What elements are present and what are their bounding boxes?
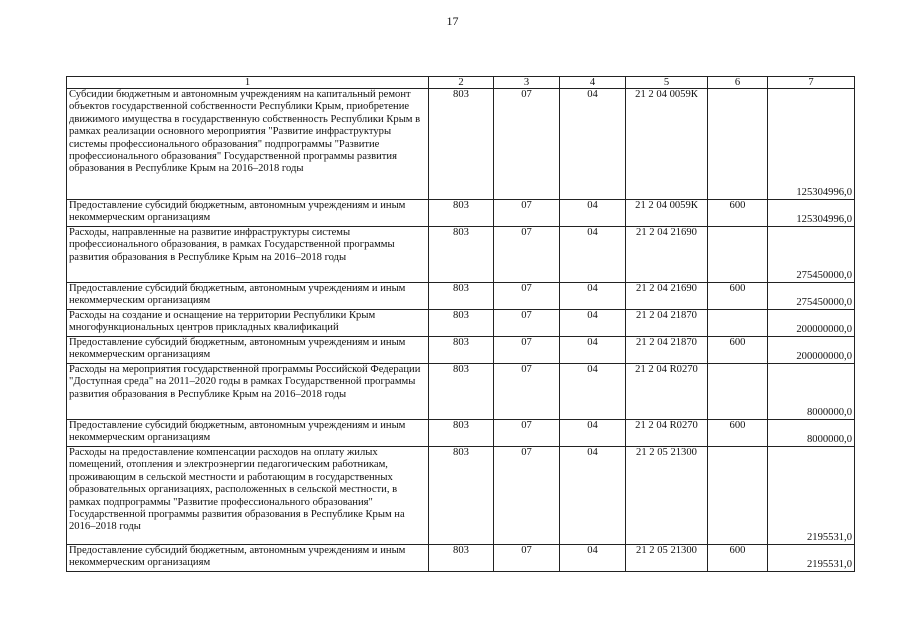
subsection-code: 04 bbox=[560, 283, 626, 310]
subsection-code: 04 bbox=[560, 447, 626, 545]
ministry-code: 803 bbox=[429, 310, 494, 337]
ministry-code: 803 bbox=[429, 420, 494, 447]
table-row bbox=[67, 337, 855, 364]
subsection-code: 04 bbox=[560, 337, 626, 364]
target-article-code: 21 2 04 21870 bbox=[626, 310, 708, 337]
ministry-code: 803 bbox=[429, 227, 494, 283]
expense-type-code: 600 bbox=[708, 200, 768, 227]
section-code: 07 bbox=[494, 545, 560, 572]
section-code: 07 bbox=[494, 283, 560, 310]
amount-value: 275450000,0 bbox=[768, 283, 855, 310]
expense-type-code: 600 bbox=[708, 545, 768, 572]
section-code: 07 bbox=[494, 364, 560, 420]
section-code: 07 bbox=[494, 447, 560, 545]
expense-description: Расходы на мероприятия государственной программы Российской Федерации "Доступная среда" на 2011–2020 годы в рамках Государственной программы развития образования в Республике Крым на 2016–2018 годы bbox=[67, 364, 429, 420]
expense-description: Расходы на предоставление компенсации расходов на оплату жилых помещений, отопления и электроэнергии педагогическим работникам, проживающим в сельской местности и работающим в государственных образовательных организациях, расположенных в сельской местности, в рамках подпрограммы "Развитие профессионального образования" Государственной программы развития образования в Республике Крым на 2016–2018 годы bbox=[67, 447, 429, 545]
ministry-code: 803 bbox=[429, 89, 494, 200]
table-row bbox=[67, 310, 855, 337]
section-code: 07 bbox=[494, 200, 560, 227]
column-number: 1 bbox=[67, 77, 429, 89]
expense-type-code: 600 bbox=[708, 283, 768, 310]
expense-description: Расходы на создание и оснащение на территории Республики Крым многофункциональных центров прикладных квалификаций bbox=[67, 310, 429, 337]
ministry-code: 803 bbox=[429, 337, 494, 364]
ministry-code: 803 bbox=[429, 364, 494, 420]
subsection-code: 04 bbox=[560, 420, 626, 447]
amount-value: 2195531,0 bbox=[768, 545, 855, 572]
expense-type-code: 600 bbox=[708, 420, 768, 447]
target-article-code: 21 2 04 R0270 bbox=[626, 364, 708, 420]
subsection-code: 04 bbox=[560, 364, 626, 420]
table-row bbox=[67, 89, 855, 200]
target-article-code: 21 2 05 21300 bbox=[626, 545, 708, 572]
table-row bbox=[67, 364, 855, 420]
expense-description: Предоставление субсидий бюджетным, автономным учреждениям и иным некоммерческим организациям bbox=[67, 200, 429, 227]
expense-description: Предоставление субсидий бюджетным, автономным учреждениям и иным некоммерческим организациям bbox=[67, 337, 429, 364]
table-row bbox=[67, 545, 855, 572]
expense-type-code bbox=[708, 447, 768, 545]
ministry-code: 803 bbox=[429, 200, 494, 227]
expense-type-code bbox=[708, 310, 768, 337]
column-number: 6 bbox=[708, 77, 768, 89]
expense-type-code bbox=[708, 364, 768, 420]
subsection-code: 04 bbox=[560, 310, 626, 337]
target-article-code: 21 2 04 21690 bbox=[626, 227, 708, 283]
subsection-code: 04 bbox=[560, 89, 626, 200]
target-article-code: 21 2 04 21690 bbox=[626, 283, 708, 310]
target-article-code: 21 2 04 0059К bbox=[626, 89, 708, 200]
expense-type-code bbox=[708, 227, 768, 283]
subsection-code: 04 bbox=[560, 227, 626, 283]
ministry-code: 803 bbox=[429, 283, 494, 310]
amount-value: 8000000,0 bbox=[768, 420, 855, 447]
expense-description: Субсидии бюджетным и автономным учреждениям на капитальный ремонт объектов государственной собственности Республики Крым, приобретение движимого имущества в государственную собственность Республики Крым в рамках реализации основного мероприятия "Развитие инфраструктуры системы профессионального образования" подпрограммы "Развитие профессионального образования" Государственной программы развития образования в Республике Крым на 2016–2018 годы bbox=[67, 89, 429, 200]
column-number: 2 bbox=[429, 77, 494, 89]
column-number-row bbox=[67, 77, 855, 89]
table-row bbox=[67, 447, 855, 545]
subsection-code: 04 bbox=[560, 545, 626, 572]
expense-description: Предоставление субсидий бюджетным, автономным учреждениям и иным некоммерческим организациям bbox=[67, 420, 429, 447]
section-code: 07 bbox=[494, 337, 560, 364]
target-article-code: 21 2 04 21870 bbox=[626, 337, 708, 364]
subsection-code: 04 bbox=[560, 200, 626, 227]
ministry-code: 803 bbox=[429, 447, 494, 545]
budget-table bbox=[66, 76, 855, 572]
amount-value: 2195531,0 bbox=[768, 447, 855, 545]
expense-description: Расходы, направленные на развитие инфраструктуры системы профессионального образования, в рамках Государственной программы развития образования в Республике Крым на 2016–2018 годы bbox=[67, 227, 429, 283]
table-row bbox=[67, 420, 855, 447]
expense-type-code bbox=[708, 89, 768, 200]
amount-value: 8000000,0 bbox=[768, 364, 855, 420]
ministry-code: 803 bbox=[429, 545, 494, 572]
target-article-code: 21 2 04 R0270 bbox=[626, 420, 708, 447]
table-row bbox=[67, 283, 855, 310]
column-number: 7 bbox=[768, 77, 855, 89]
section-code: 07 bbox=[494, 89, 560, 200]
amount-value: 125304996,0 bbox=[768, 200, 855, 227]
amount-value: 200000000,0 bbox=[768, 310, 855, 337]
expense-description: Предоставление субсидий бюджетным, автономным учреждениям и иным некоммерческим организациям bbox=[67, 545, 429, 572]
section-code: 07 bbox=[494, 227, 560, 283]
expense-type-code: 600 bbox=[708, 337, 768, 364]
column-number: 3 bbox=[494, 77, 560, 89]
table-row bbox=[67, 200, 855, 227]
table-row bbox=[67, 227, 855, 283]
column-number: 4 bbox=[560, 77, 626, 89]
column-number: 5 bbox=[626, 77, 708, 89]
expense-description: Предоставление субсидий бюджетным, автономным учреждениям и иным некоммерческим организациям bbox=[67, 283, 429, 310]
amount-value: 200000000,0 bbox=[768, 337, 855, 364]
section-code: 07 bbox=[494, 420, 560, 447]
amount-value: 125304996,0 bbox=[768, 89, 855, 200]
target-article-code: 21 2 04 0059К bbox=[626, 200, 708, 227]
amount-value: 275450000,0 bbox=[768, 227, 855, 283]
page-number: 17 bbox=[446, 14, 459, 28]
section-code: 07 bbox=[494, 310, 560, 337]
target-article-code: 21 2 05 21300 bbox=[626, 447, 708, 545]
